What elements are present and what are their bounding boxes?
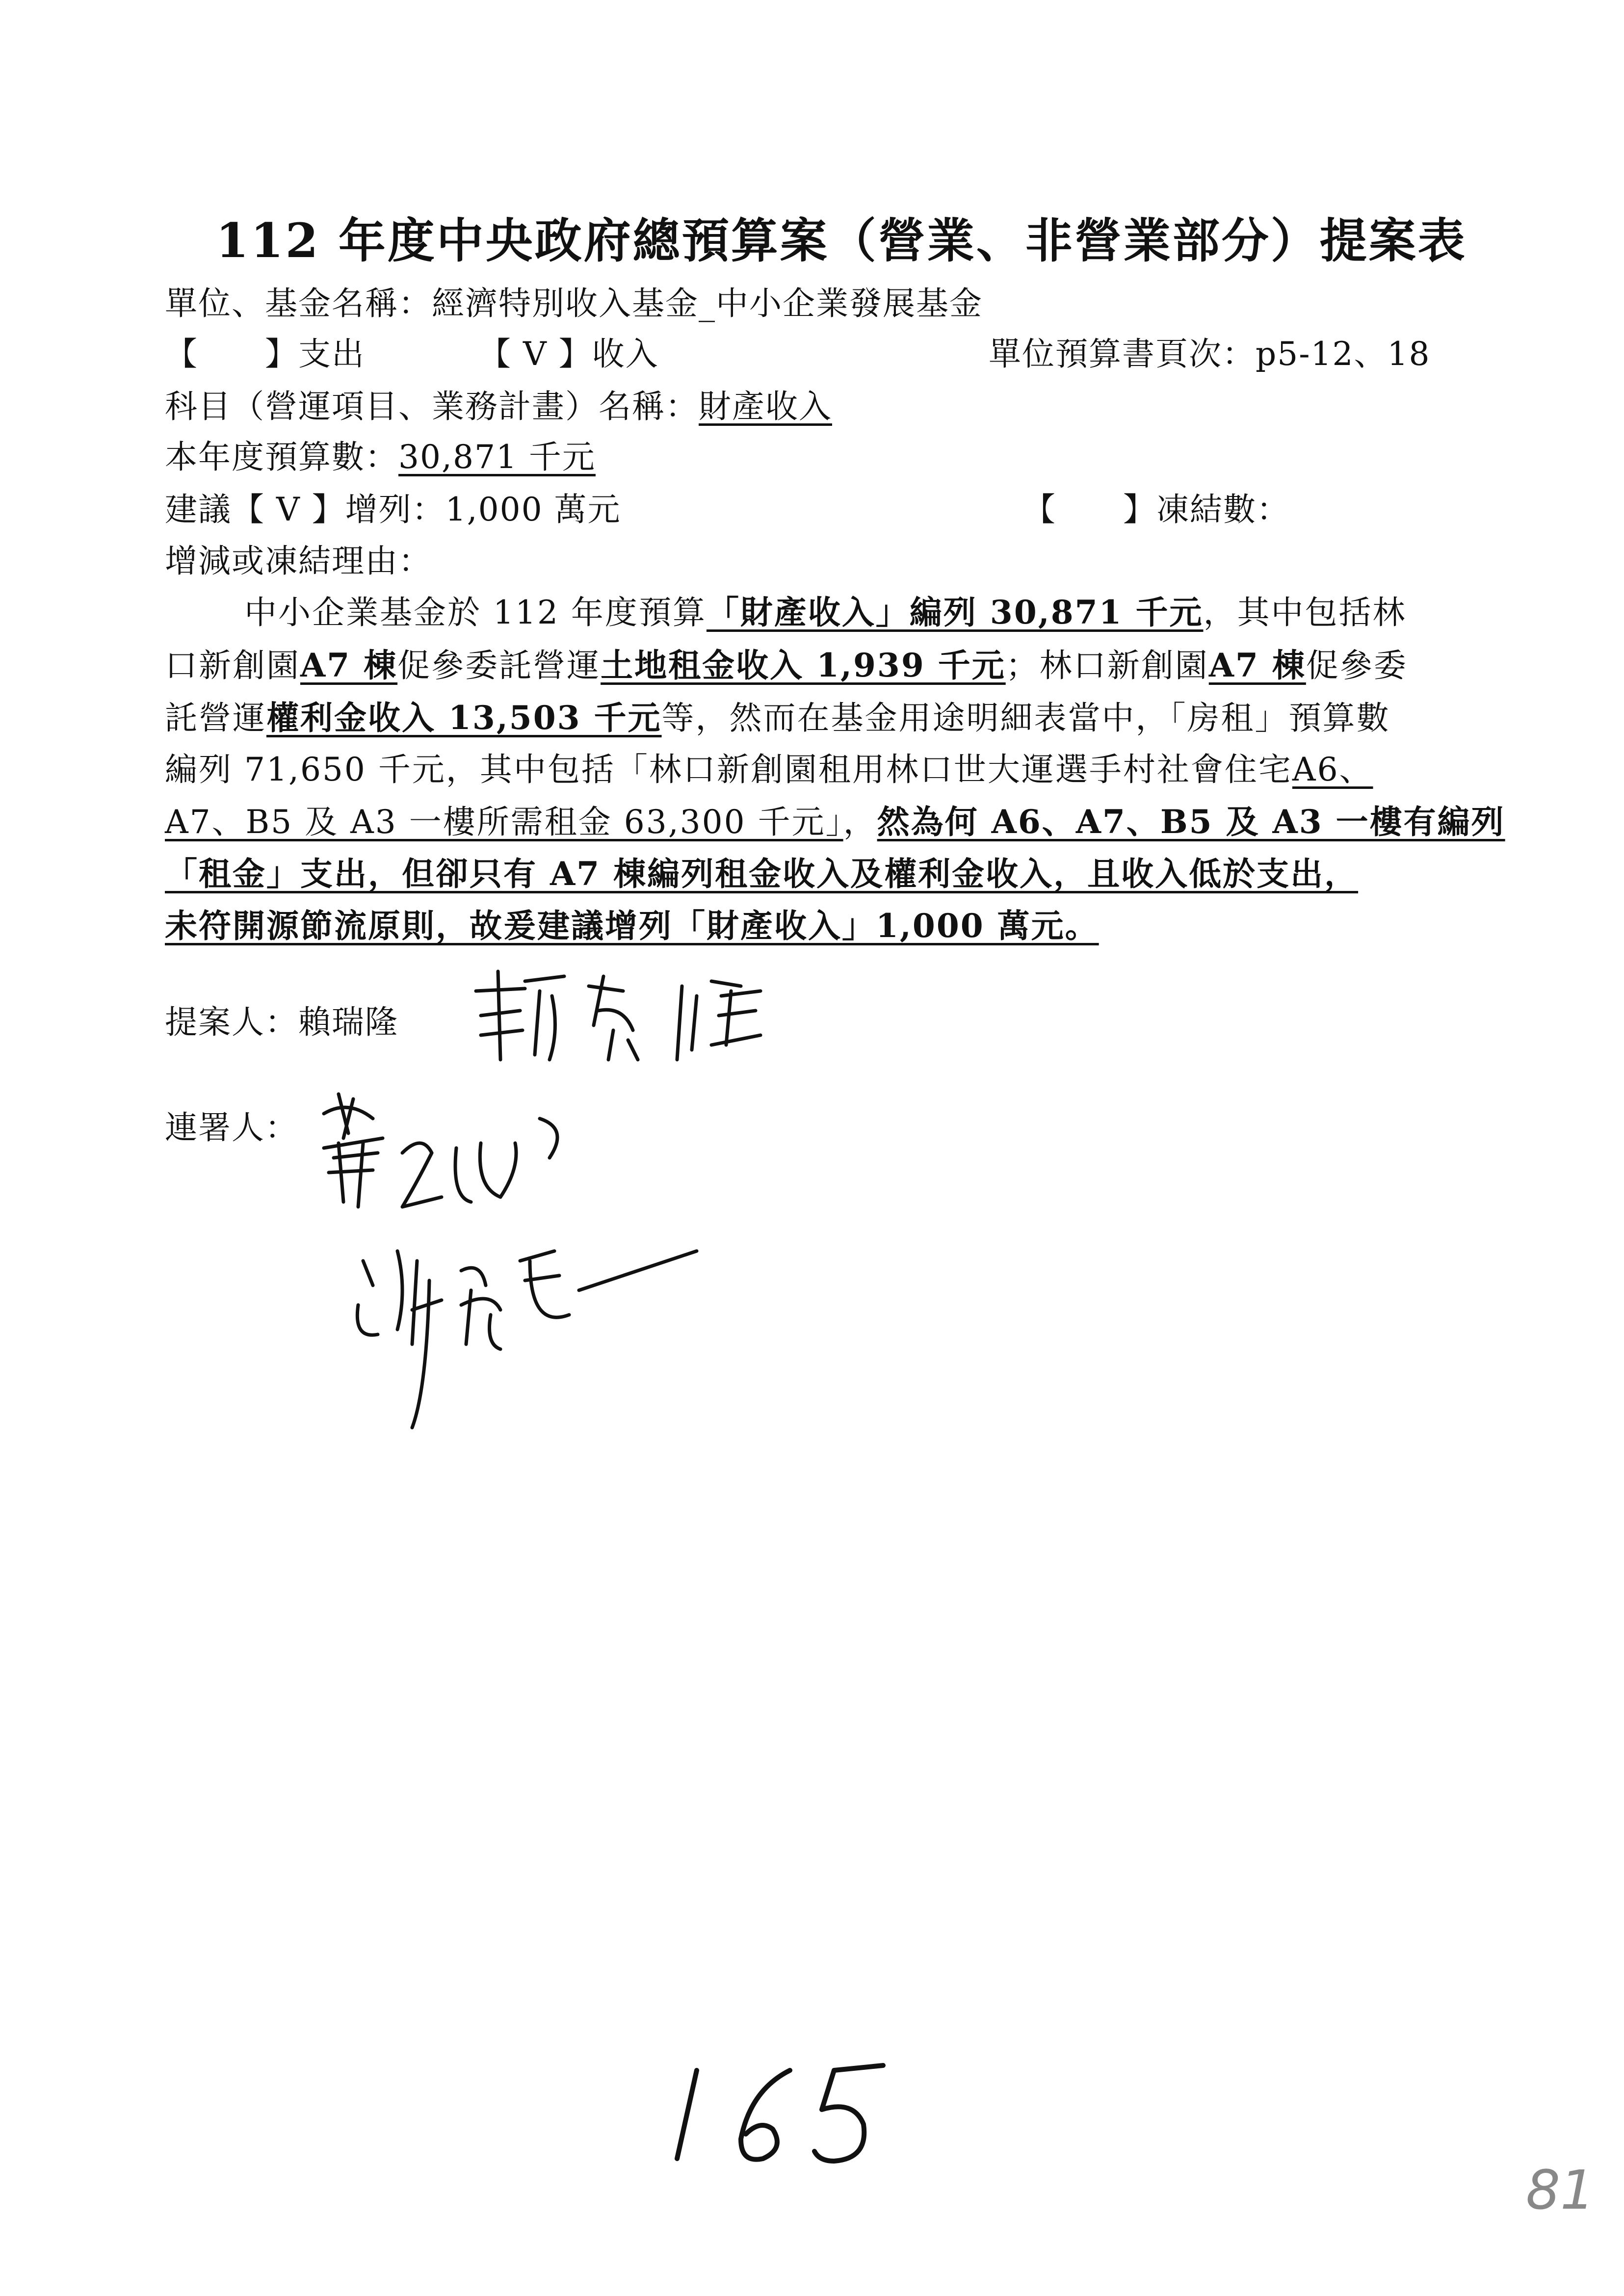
reason-segment: ，其中包括林	[1203, 594, 1407, 631]
reason-line	[165, 900, 1099, 946]
budget-label: 本年度預算數：	[165, 438, 398, 476]
reason-segment: 未符開源節流原則，故爰建議增列「財產收入」1,000 萬元。	[165, 907, 1099, 945]
reason-segment: 促參委託營運	[397, 647, 601, 684]
handwritten-page-number	[667, 2051, 913, 2178]
cosigner-signature-2	[343, 1231, 716, 1437]
suggest-increase: 建議【 V 】增列：1,000 萬元	[165, 491, 621, 528]
reason-segment: 「租金」支出，但卻只有 A7 棟編列租金收入及權利金收入，且收入低於支出，	[165, 855, 1359, 893]
reason-line	[165, 796, 1505, 842]
reason-segment: A6、	[1292, 751, 1373, 788]
reason-segment: 託營運	[165, 699, 266, 737]
reason-line	[165, 639, 1408, 686]
reason-segment: A7 棟	[300, 646, 398, 684]
cosigner-signature-1	[304, 1089, 579, 1231]
reason-segment: A7、B5 及 A3 一樓所需租金 63,300 千元」	[165, 803, 843, 841]
reason-segment: 土地租金收入 1,939 千元	[601, 646, 1006, 684]
reason-segment: 促參委	[1306, 647, 1408, 684]
unit-fund-name: 單位、基金名稱：經濟特別收入基金_中小企業發展基金	[165, 285, 983, 322]
reason-line	[244, 586, 1406, 633]
reason-segment: 等，然而在基金用途明細表當中，「房租」預算數	[661, 699, 1390, 737]
proposer-label: 提案人：賴瑞隆	[165, 1003, 398, 1041]
reason-segment: A7 棟	[1208, 646, 1306, 684]
reason-line	[165, 743, 1373, 790]
cosigner-label: 連署人：	[165, 1109, 298, 1147]
budget-row	[165, 431, 596, 477]
reason-label: 增減或凍結理由：	[165, 542, 432, 580]
reason-segment: 中小企業基金於 112 年度預算	[244, 594, 707, 631]
budget-value: 30,871 千元	[398, 438, 596, 476]
proposer-signature	[466, 962, 785, 1079]
reason-segment: ；林口新創園	[1005, 647, 1209, 684]
subject-row	[165, 380, 832, 427]
reason-line	[165, 848, 1358, 894]
reason-segment: 然為何 A6、A7、B5 及 A3 一樓有編列	[877, 803, 1505, 841]
reason-line	[165, 692, 1390, 738]
freeze-amount: 【 】凍結數：	[1023, 491, 1290, 528]
reason-segment: 權利金收入 13,503 千元	[266, 699, 662, 737]
reason-segment: 口新創園	[165, 647, 300, 684]
document-title: 112 年度中央政府總預算案（營業、非營業部分）提案表	[216, 213, 1467, 268]
reason-segment: ，	[843, 803, 877, 841]
subject-label: 科目（營運項目、業務計畫）名稱：	[165, 388, 699, 425]
page-reference: 單位預算書頁次：p5-12、18	[989, 335, 1431, 373]
type-expense-checkbox: 【 】支出	[165, 335, 365, 373]
reason-segment: 「財產收入」編列 30,871 千元	[706, 593, 1204, 631]
reason-segment: 編列 71,650 千元，其中包括「林口新創園租用林口世大運選手村社會住宅	[165, 751, 1292, 788]
type-income-checkbox: 【 V 】收入	[478, 335, 659, 373]
corner-page-number: 81	[1526, 2159, 1595, 2221]
subject-value: 財產收入	[699, 388, 832, 425]
